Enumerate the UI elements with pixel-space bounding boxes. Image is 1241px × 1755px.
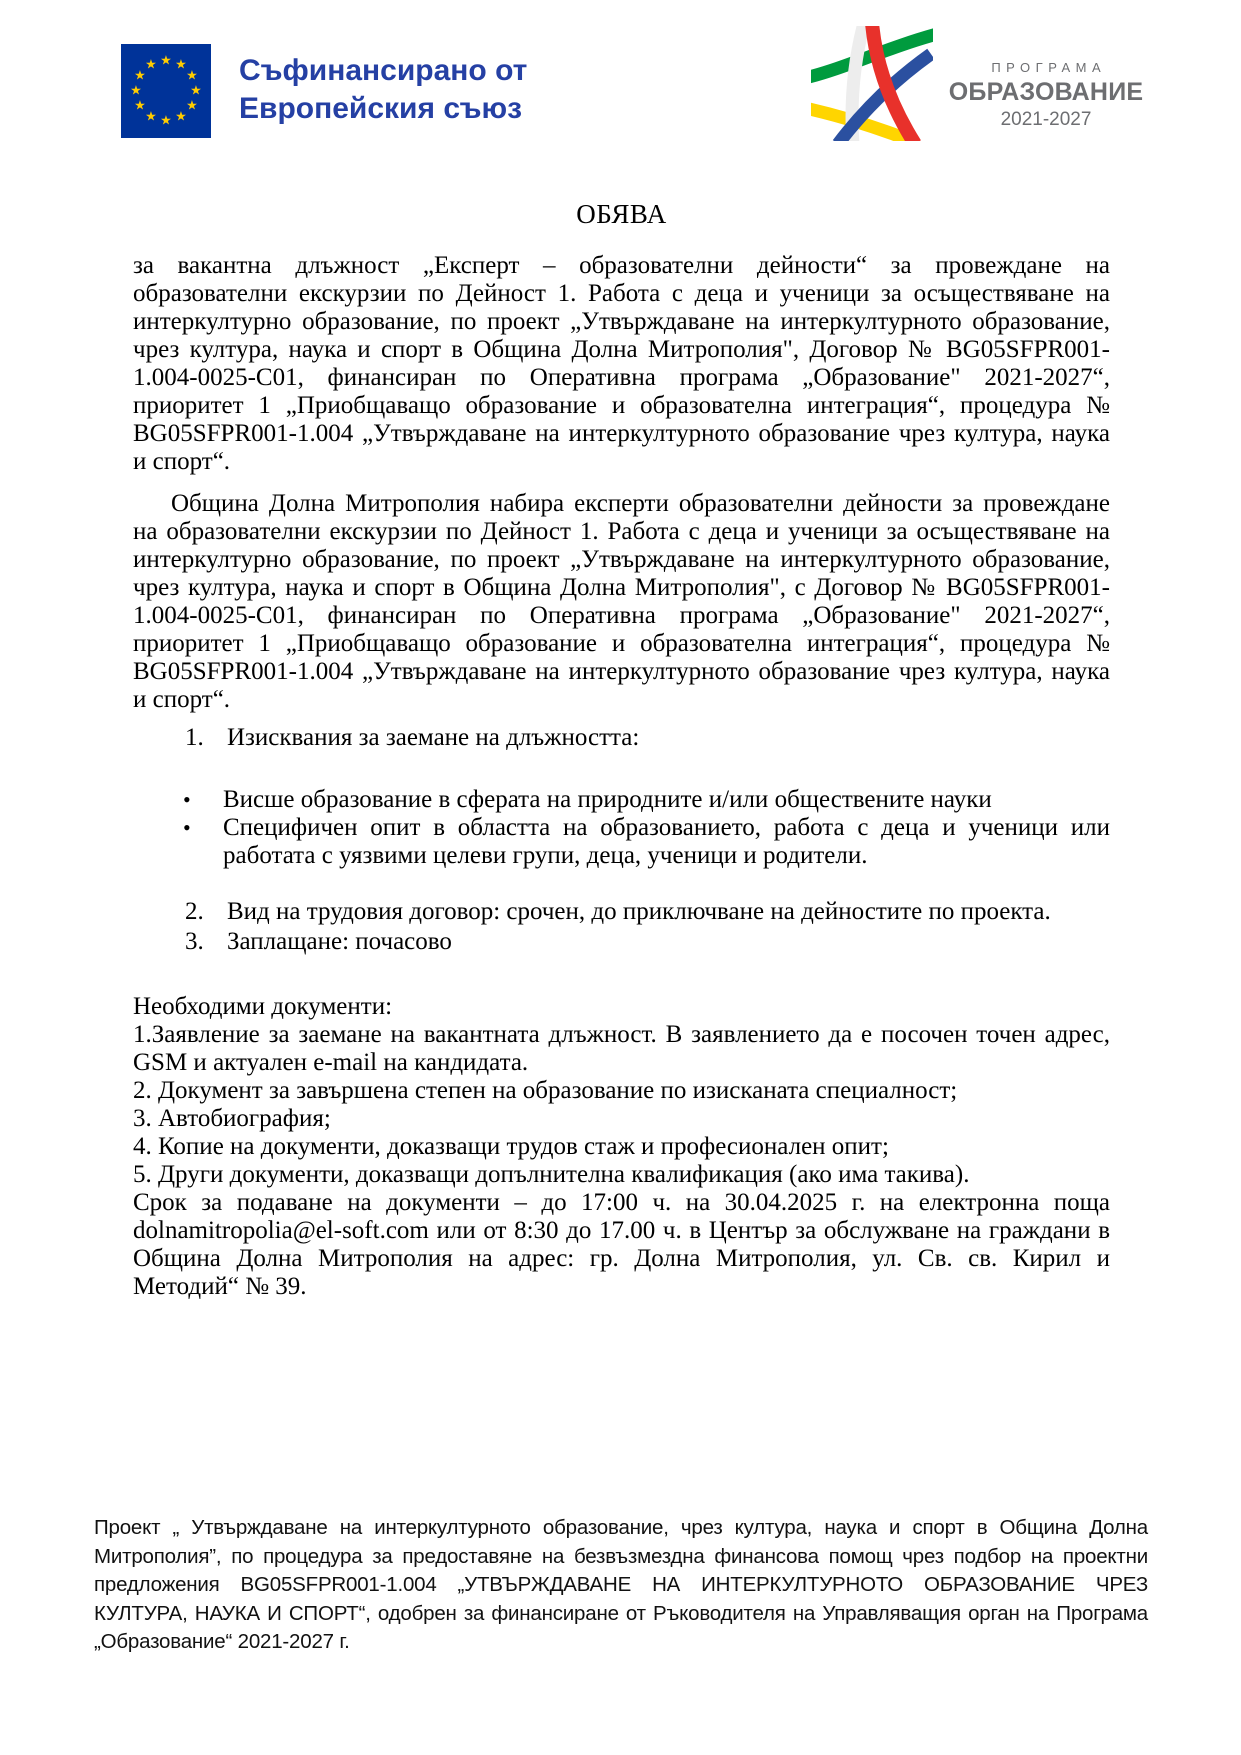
svg-text:★: ★ — [130, 83, 142, 99]
svg-text:★: ★ — [186, 68, 198, 84]
document-item: 3. Автобиография; — [133, 1105, 331, 1132]
svg-text:★: ★ — [145, 109, 157, 125]
requirements-item-label: Изисквания за заемане на длъжността: — [227, 724, 640, 751]
bullet-text: Специфичен опит в областта на образованието, работа с деца и ученици или работата с уязвими целеви групи, деца, ученици и родители. — [223, 814, 1110, 869]
document-item: 5. Други документи, доказващи допълнителна квалификация (ако има такива). — [133, 1161, 970, 1188]
bullet-icon: • — [183, 787, 191, 812]
program-logo-text — [946, 60, 1146, 131]
requirements-item-number: 1. — [185, 724, 204, 751]
footer-note: Проект „ Утвърждаване на интеркултурното образование, чрез култура, наука и спорт в Община Долна Митрополия”, по процедура за предоставяне на безвъзмездна финансова помощ чрез подбор на проектни предложения BG05SFPR001-1.004 „УТВЪРЖДАВАНЕ НА ИНТЕРКУЛТУРНОТО ОБРАЗОВАНИЕ ЧРЕЗ КУЛТУРА, НАУКА И СПОРТ“, одобрен за финансиране от Ръководителя на Управляващия орган на Програма „Образование“ 2021-2027 г. — [94, 1516, 1148, 1653]
program-name: ОБРАЗОВАНИЕ — [948, 78, 1144, 106]
payment-number: 3. — [185, 928, 204, 955]
list-item — [183, 786, 1110, 814]
document-item: 2. Документ за завършена степен на образование по изисканата специалност; — [133, 1077, 958, 1104]
svg-text:★: ★ — [190, 83, 202, 99]
page-title: ОБЯВА — [576, 199, 667, 229]
svg-text:★: ★ — [160, 53, 172, 69]
program-period: 2021-2027 — [1000, 109, 1092, 130]
paragraph-municipality: Община Долна Митрополия набира експерти образователни дейности за провеждане на образователни екскурзии по Дейност 1. Работа с деца и ученици за осъществяване на интеркултурно образование, по проект „Утвърждаване на интеркултурното образование, чрез култура, наука и спорт в Община Долна Митрополия", с Договор № BG05SFPR001-1.004-0025-C01, финансиран по Оперативна програма „Образование" 2021-2027“, приоритет 1 „Приобщаващо образование и образователна интеграция“, процедура № BG05SFPR001-1.004 „Утвърждаване на интеркултурното образование чрез култура, наука и спорт“. — [133, 490, 1110, 713]
documents-section — [133, 993, 1110, 1301]
svg-text:★: ★ — [175, 109, 187, 125]
program-logo-icon — [811, 26, 933, 146]
svg-text:★: ★ — [145, 57, 157, 73]
payment-label: Заплащане: почасово — [227, 928, 452, 955]
eu-logo-text-line1: Съфинансирано от — [239, 54, 528, 87]
svg-text:★: ★ — [134, 98, 146, 114]
document-item: 1.Заявление за заемане на вакантната длъжност. В заявлението да е посочен точен адрес, GSM и актуален e-mail на кандидата. — [133, 1021, 1110, 1076]
bullet-icon: • — [183, 815, 191, 840]
contract-type-item — [185, 897, 1110, 927]
svg-text:★: ★ — [175, 57, 187, 73]
svg-text:★: ★ — [186, 98, 198, 114]
list-item — [183, 814, 1110, 870]
conditions-list — [185, 897, 1110, 957]
eu-flag-icon — [121, 44, 211, 143]
requirements-bullet-list — [183, 786, 1110, 870]
requirements-item — [185, 724, 1110, 752]
document-item: 4. Копие на документи, доказващи трудов стаж и професионален опит; — [133, 1133, 889, 1160]
contract-type-label: Вид на трудовия договор: срочен, до приключване на дейностите по проекта. — [227, 898, 1051, 925]
eu-logo-text — [239, 52, 527, 128]
paragraph-vacancy: за вакантна длъжност „Експерт – образователни дейности“ за провеждане на образователни екскурзии по Дейност 1. Работа с деца и ученици за осъществяване на интеркултурно образование, по проект „Утвърждаване на интеркултурното образование, чрез култура, наука и спорт в Община Долна Митрополия", Договор № BG05SFPR001-1.004-0025-C01, финансиран по Оперативна програма „Образование" 2021-2027“, приоритет 1 „Приобщаващо образование и образователна интеграция“, процедура № BG05SFPR001-1.004 „Утвърждаване на интеркултурното образование чрез култура, наука и спорт“. — [133, 252, 1110, 475]
deadline-paragraph: Срок за подаване на документи – до 17:00 ч. на 30.04.2025 г. на електронна поща dolnamitropolia@el-soft.com или от 8:30 до 17.00 ч. в Център за обслужване на граждани в Община Долна Митрополия на адрес: гр. Долна Митрополия, ул. Св. св. Кирил и Методий“ № 39. — [133, 1189, 1110, 1300]
contract-type-number: 2. — [185, 898, 204, 925]
eu-logo-text-line2: Европейския съюз — [239, 92, 523, 125]
payment-item — [185, 927, 1110, 957]
svg-text:★: ★ — [160, 113, 172, 129]
svg-text:★: ★ — [134, 68, 146, 84]
documents-heading: Необходими документи: — [133, 993, 393, 1020]
program-name-kicker: ПРОГРАМА — [991, 60, 1107, 75]
bullet-text: Висше образование в сферата на природните и/или обществените науки — [223, 786, 992, 813]
